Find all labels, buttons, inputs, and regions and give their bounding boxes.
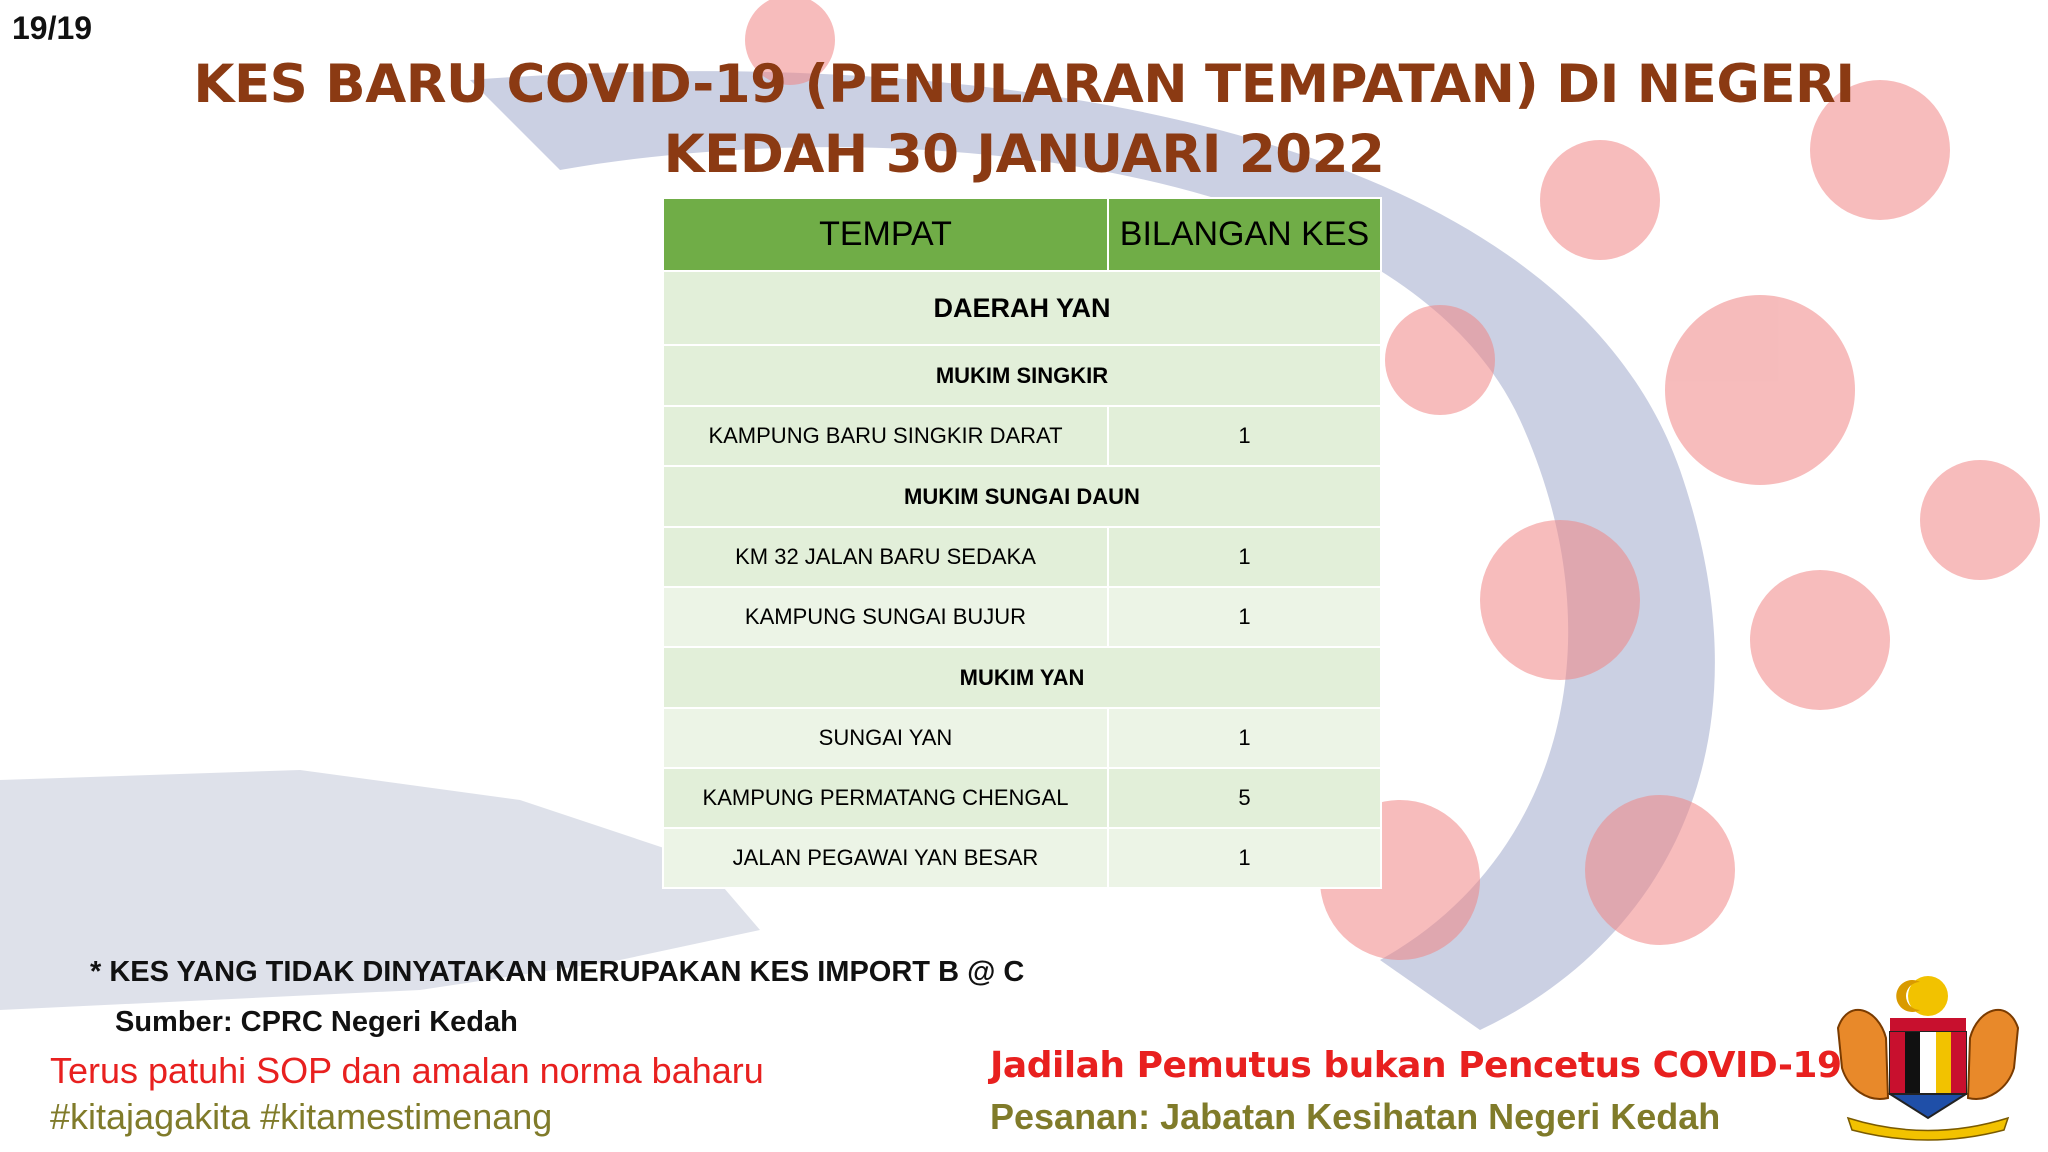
mukim-row	[663, 345, 1381, 406]
header-tempat: TEMPAT	[663, 198, 1108, 271]
district-label: DAERAH YAN	[663, 271, 1381, 345]
table-row	[663, 828, 1381, 888]
cases-cell: 1	[1108, 527, 1381, 587]
cases-cell: 1	[1108, 708, 1381, 768]
table-row	[663, 768, 1381, 828]
footnote: * KES YANG TIDAK DINYATAKAN MERUPAKAN KES IMPORT B @ C	[90, 956, 1025, 988]
page-title	[180, 50, 1868, 190]
place-cell: KAMPUNG BARU SINGKIR DARAT	[663, 406, 1108, 466]
table-header-row	[663, 198, 1381, 271]
title-line-1: KES BARU COVID-19 (PENULARAN TEMPATAN) DI NEGERI	[193, 54, 1855, 115]
mukim-sungai-daun-label: MUKIM SUNGAI DAUN	[663, 466, 1381, 527]
cases-cell: 1	[1108, 587, 1381, 647]
place-cell: JALAN PEGAWAI YAN BESAR	[663, 828, 1108, 888]
header-bilangan-kes: BILANGAN KES	[1108, 198, 1381, 271]
place-cell: KAMPUNG SUNGAI BUJUR	[663, 587, 1108, 647]
page-number: 19/19	[12, 10, 93, 46]
cases-cell: 1	[1108, 828, 1381, 888]
source-credit: Sumber: CPRC Negeri Kedah	[115, 1006, 518, 1038]
mukim-singkir-label: MUKIM SINGKIR	[663, 345, 1381, 406]
table-row	[663, 587, 1381, 647]
table-row	[663, 406, 1381, 466]
cases-cell: 5	[1108, 768, 1381, 828]
place-cell: SUNGAI YAN	[663, 708, 1108, 768]
title-line-2: KEDAH 30 JANUARI 2022	[663, 124, 1385, 185]
sop-slogan: Terus patuhi SOP dan amalan norma baharu	[50, 1050, 764, 1091]
table-row	[663, 708, 1381, 768]
mukim-row	[663, 647, 1381, 708]
campaign-tagline: Jadilah Pemutus bukan Pencetus COVID-19	[990, 1045, 1842, 1086]
cases-cell: 1	[1108, 406, 1381, 466]
district-row	[663, 271, 1381, 345]
message-credit: Pesanan: Jabatan Kesihatan Negeri Kedah	[990, 1096, 1721, 1137]
mukim-yan-label: MUKIM YAN	[663, 647, 1381, 708]
table-row	[663, 527, 1381, 587]
place-cell: KAMPUNG PERMATANG CHENGAL	[663, 768, 1108, 828]
malaysia-coat-of-arms	[1828, 968, 2028, 1143]
place-cell: KM 32 JALAN BARU SEDAKA	[663, 527, 1108, 587]
hashtags: #kitajagakita #kitamestimenang	[50, 1096, 553, 1137]
mukim-row	[663, 466, 1381, 527]
cases-table	[662, 197, 1382, 889]
